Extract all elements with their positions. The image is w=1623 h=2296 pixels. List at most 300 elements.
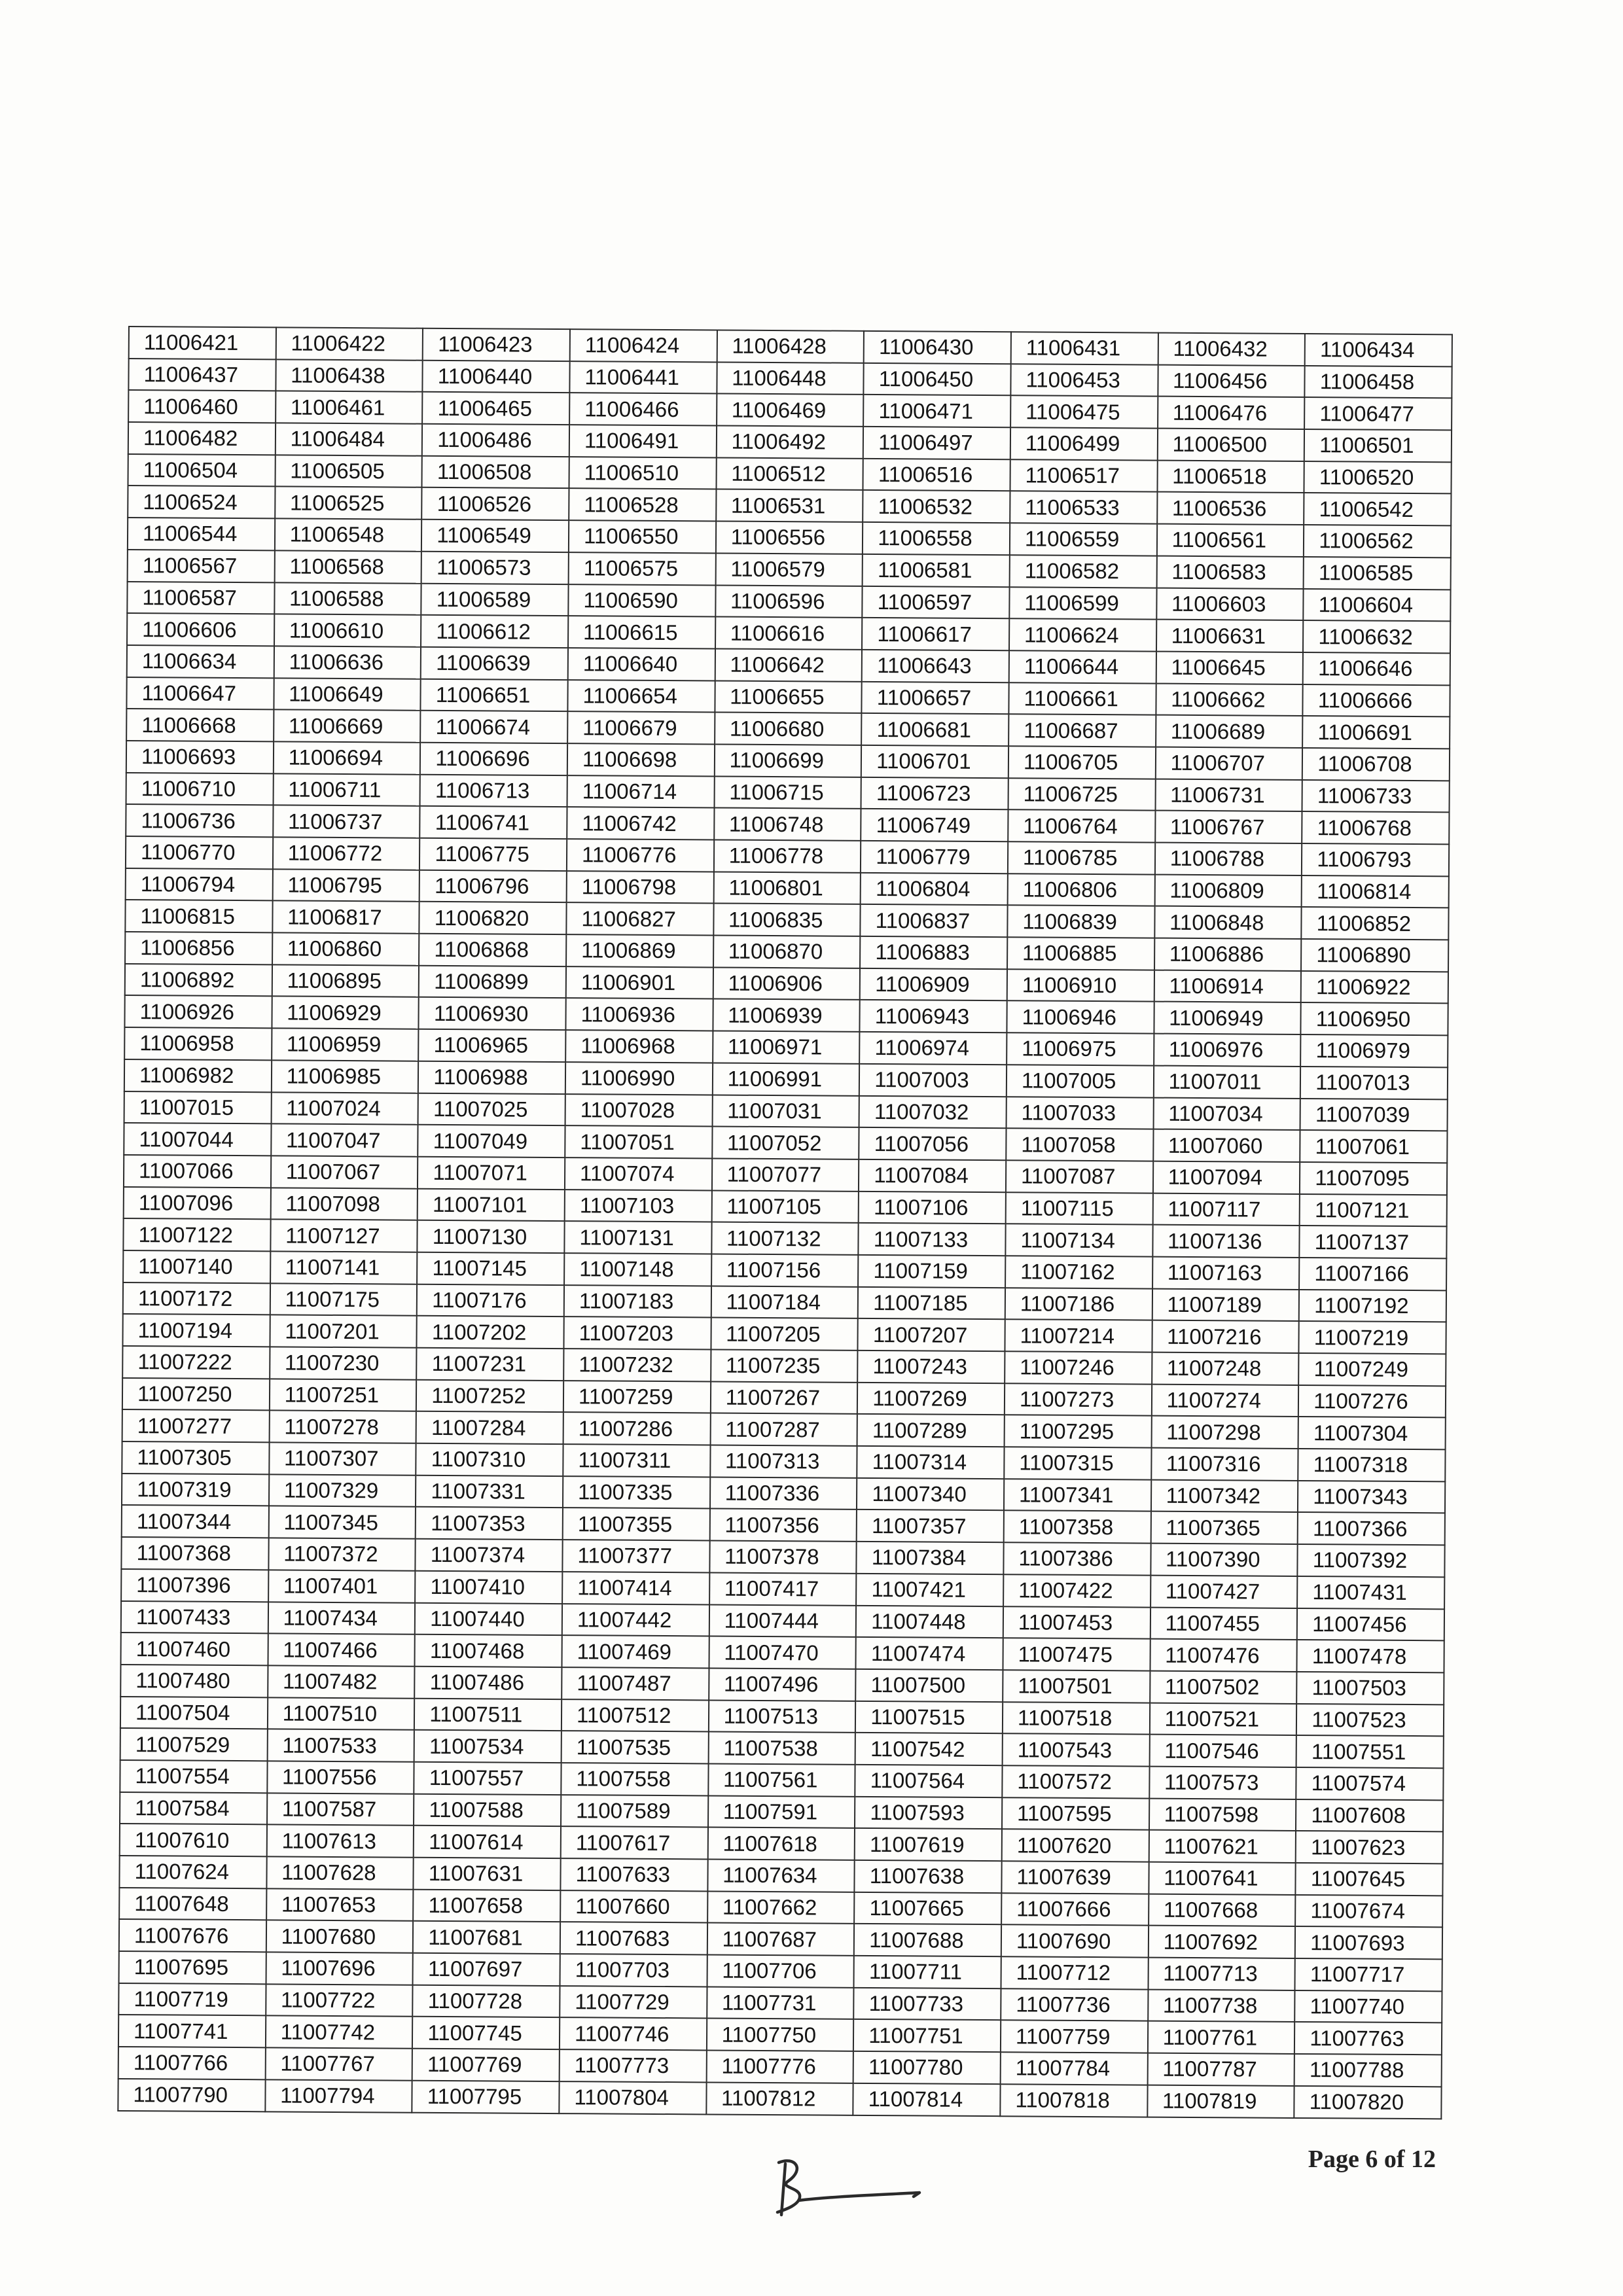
roll-number-cell: 11006767	[1155, 811, 1302, 843]
roll-number-cell: 11006647	[126, 677, 274, 710]
roll-number-cell: 11007034	[1153, 1097, 1300, 1130]
roll-number-cell: 11007618	[707, 1828, 855, 1860]
roll-number-cell: 11007061	[1300, 1130, 1447, 1163]
roll-number-cell: 11006687	[1008, 714, 1156, 747]
roll-number-cell: 11007776	[706, 2051, 853, 2083]
roll-number-cell: 11007546	[1149, 1735, 1296, 1767]
roll-number-cell: 11007056	[859, 1127, 1007, 1160]
roll-number-cell: 11007641	[1149, 1862, 1296, 1895]
roll-number-cell: 11007335	[563, 1476, 710, 1509]
page-number-label: Page 6 of 12	[1308, 2146, 1436, 2173]
roll-number-cell: 11006770	[126, 836, 273, 869]
roll-number-cell: 11007812	[706, 2082, 853, 2115]
roll-number-cell: 11006699	[714, 744, 861, 777]
roll-number-cell: 11007344	[122, 1505, 269, 1538]
roll-number-cell: 11007243	[857, 1351, 1005, 1383]
roll-number-cell: 11006475	[1010, 396, 1158, 429]
roll-number-cell: 11007427	[1150, 1575, 1298, 1608]
roll-number-cell: 11007115	[1006, 1192, 1153, 1225]
roll-number-cell: 11007738	[1148, 1989, 1295, 2022]
roll-number-cell: 11007639	[1001, 1861, 1149, 1894]
roll-number-cell: 11007761	[1147, 2021, 1294, 2054]
roll-number-cell: 11007414	[562, 1572, 709, 1604]
roll-number-cell: 11006976	[1154, 1034, 1301, 1067]
roll-number-cell: 11007690	[1001, 1925, 1149, 1958]
roll-number-cell: 11007634	[707, 1859, 855, 1892]
roll-number-cell: 11007315	[1004, 1447, 1151, 1479]
roll-number-cell: 11007098	[270, 1188, 418, 1220]
roll-number-cell: 11007345	[268, 1506, 416, 1539]
roll-number-cell: 11006544	[128, 518, 275, 550]
roll-number-cell: 11007693	[1295, 1926, 1442, 1959]
roll-number-cell: 11007512	[562, 1699, 709, 1732]
roll-number-cell: 11007496	[709, 1668, 856, 1701]
roll-number-cell: 11006450	[864, 363, 1011, 396]
roll-number-cell: 11007384	[857, 1542, 1004, 1574]
roll-number-cell: 11006646	[1303, 652, 1450, 685]
roll-number-cell: 11006725	[1008, 778, 1155, 811]
roll-number-cell: 11006568	[274, 550, 421, 583]
roll-number-cell: 11007319	[122, 1474, 269, 1506]
roll-number-cell: 11006694	[273, 741, 420, 774]
roll-number-cell: 11006696	[420, 743, 567, 775]
roll-number-cell: 11006968	[565, 1030, 713, 1063]
roll-number-cell: 11006768	[1302, 811, 1449, 844]
roll-number-cell: 11006693	[126, 741, 274, 773]
roll-number-cell: 11007003	[859, 1064, 1007, 1097]
roll-number-cell: 11006959	[272, 1028, 419, 1061]
roll-number-cell: 11007556	[267, 1761, 414, 1793]
roll-number-cell: 11007624	[119, 1856, 266, 1888]
roll-number-cell: 11006939	[713, 999, 860, 1032]
roll-number-cell: 11007205	[711, 1318, 858, 1351]
roll-number-cell: 11006508	[422, 455, 569, 488]
roll-number-cell: 11007039	[1300, 1098, 1448, 1131]
roll-number-cell: 11007515	[855, 1701, 1003, 1733]
roll-number-cell: 11007071	[418, 1157, 565, 1190]
roll-number-cell: 11007246	[1005, 1351, 1152, 1384]
roll-number-cell: 11007476	[1150, 1639, 1297, 1672]
roll-number-cell: 11007305	[122, 1441, 269, 1474]
roll-number-cell: 11007133	[859, 1223, 1006, 1256]
roll-number-cell: 11006438	[276, 359, 423, 392]
roll-number-cell: 11006428	[717, 330, 864, 362]
roll-number-cell: 11007390	[1150, 1544, 1298, 1576]
roll-number-cell: 11007145	[417, 1252, 564, 1285]
roll-number-cell: 11006860	[272, 932, 419, 965]
roll-number-cell: 11007683	[560, 1922, 707, 1954]
roll-number-cell: 11006654	[567, 680, 715, 713]
roll-number-cell: 11007628	[266, 1856, 414, 1889]
roll-number-cell: 11006778	[714, 839, 861, 872]
roll-number-cell: 11007355	[563, 1508, 710, 1541]
roll-number-cell: 11006975	[1007, 1033, 1154, 1065]
roll-number-cell: 11007175	[270, 1283, 417, 1316]
roll-number-cell: 11007121	[1300, 1194, 1447, 1227]
roll-number-cell: 11006848	[1154, 906, 1302, 939]
roll-number-cell: 11007025	[418, 1093, 565, 1125]
signature-mark	[759, 2149, 936, 2221]
roll-number-cell: 11007044	[124, 1123, 271, 1156]
roll-number-cell: 11006796	[419, 870, 567, 902]
roll-number-cell: 11007156	[711, 1254, 859, 1286]
roll-number-cell: 11007529	[120, 1728, 268, 1761]
roll-number-cell: 11007051	[565, 1125, 712, 1158]
roll-number-cell: 11007077	[712, 1158, 859, 1191]
roll-number-cell: 11006764	[1008, 810, 1155, 843]
roll-number-cell: 11007617	[561, 1826, 708, 1859]
roll-number-cell: 11007410	[415, 1571, 562, 1604]
roll-number-cell: 11006775	[419, 838, 567, 871]
roll-number-cell: 11007736	[1001, 1988, 1148, 2021]
roll-number-cell: 11007717	[1295, 1958, 1442, 1991]
roll-number-cell: 11006795	[272, 869, 419, 902]
roll-number-cell: 11006708	[1302, 748, 1450, 781]
roll-number-cell: 11007372	[268, 1538, 416, 1570]
roll-number-cell: 11006585	[1304, 557, 1451, 590]
roll-number-cell: 11007186	[1005, 1288, 1152, 1320]
roll-number-cell: 11006886	[1154, 938, 1302, 971]
roll-number-cell: 11007676	[119, 1919, 266, 1952]
roll-number-cell: 11006649	[274, 678, 421, 711]
roll-number-cell: 11006901	[566, 966, 713, 999]
roll-number-cell: 11007201	[270, 1315, 417, 1348]
roll-number-cell: 11006674	[420, 711, 567, 743]
roll-number-cell: 11006615	[568, 616, 715, 648]
roll-number-cell: 11006651	[421, 679, 568, 711]
roll-number-cell: 11007095	[1300, 1162, 1447, 1195]
roll-number-cell: 11007358	[1004, 1511, 1151, 1544]
roll-number-cell: 11006723	[861, 777, 1008, 809]
roll-number-cell: 11007681	[413, 1921, 560, 1954]
roll-number-cell: 11007259	[563, 1381, 711, 1413]
roll-number-cell: 11007668	[1149, 1894, 1296, 1926]
roll-number-cell: 11006486	[422, 424, 569, 457]
roll-number-cell: 11007745	[412, 2017, 560, 2049]
roll-number-cell: 11007232	[563, 1349, 711, 1381]
roll-number-cell: 11006531	[716, 489, 863, 522]
roll-number-cell: 11007500	[855, 1669, 1003, 1702]
roll-number-cell: 11006922	[1301, 971, 1448, 1004]
roll-number-cell: 11006477	[1304, 397, 1452, 430]
roll-number-cell: 11006742	[567, 807, 714, 839]
roll-number-cell: 11006456	[1158, 364, 1305, 397]
roll-number-cell: 11007444	[709, 1604, 856, 1637]
roll-number-cell: 11006548	[275, 518, 422, 551]
roll-number-cell: 11007060	[1153, 1129, 1300, 1162]
roll-number-cell: 11007356	[709, 1509, 857, 1542]
roll-number-cell: 11007533	[267, 1729, 414, 1762]
roll-number-cell: 11006512	[716, 457, 863, 490]
roll-number-cell: 11007192	[1299, 1290, 1446, 1322]
roll-number-cell: 11006681	[861, 713, 1008, 746]
roll-number-cell: 11007066	[124, 1155, 271, 1188]
roll-number-cell: 11007094	[1153, 1161, 1300, 1193]
roll-number-cell: 11006737	[273, 805, 420, 838]
roll-number-cell: 11006839	[1007, 906, 1154, 938]
roll-number-cell: 11007185	[858, 1286, 1005, 1319]
roll-number-cell: 11006852	[1302, 907, 1449, 940]
roll-number-cell: 11007469	[562, 1635, 709, 1668]
roll-number-cell: 11006639	[421, 647, 568, 680]
roll-number-cell: 11007741	[118, 2015, 266, 2047]
roll-number-cell: 11007712	[1001, 1956, 1148, 1989]
roll-number-cell: 11006979	[1300, 1034, 1448, 1067]
roll-number-cell: 11006597	[863, 586, 1010, 618]
roll-number-cell: 11006817	[272, 901, 419, 934]
roll-number-cell: 11007015	[124, 1091, 272, 1123]
roll-number-cell: 11006772	[273, 837, 420, 870]
roll-number-cell: 11006501	[1304, 429, 1452, 462]
roll-number-cell: 11007295	[1004, 1415, 1151, 1448]
roll-number-cell: 11007274	[1151, 1384, 1298, 1417]
roll-number-cell: 11007687	[707, 1923, 854, 1956]
roll-number-cell: 11007486	[415, 1667, 562, 1699]
roll-number-cell: 11006504	[128, 454, 276, 487]
roll-number-cell: 11006741	[420, 806, 567, 839]
roll-number-cell: 11006679	[567, 711, 715, 744]
roll-number-cell: 11006524	[128, 486, 275, 518]
roll-number-cell: 11006689	[1156, 715, 1303, 748]
roll-number-cell: 11007595	[1002, 1797, 1149, 1830]
roll-number-cell: 11007470	[709, 1636, 856, 1669]
roll-number-cell: 11007084	[859, 1159, 1006, 1192]
roll-number-cell: 11006617	[862, 618, 1009, 650]
roll-number-cell: 11007480	[120, 1665, 268, 1697]
roll-number-cell: 11007251	[270, 1379, 417, 1411]
roll-number-cell: 11007503	[1296, 1672, 1444, 1704]
roll-number-cell: 11007316	[1151, 1448, 1298, 1481]
roll-number-cell: 11007561	[708, 1763, 855, 1796]
roll-number-cell: 11006906	[713, 967, 860, 1000]
roll-number-cell: 11006885	[1007, 937, 1154, 970]
roll-number-cell: 11006423	[423, 328, 570, 361]
roll-number-cell: 11007203	[563, 1316, 711, 1349]
roll-number-cell: 11007314	[857, 1446, 1005, 1479]
roll-number-cell: 11007680	[266, 1920, 413, 1953]
roll-number-cell: 11006562	[1304, 525, 1451, 557]
roll-number-cell: 11006465	[422, 392, 569, 425]
roll-number-cell: 11007614	[414, 1826, 561, 1858]
roll-number-cell: 11007184	[711, 1286, 858, 1318]
roll-number-cell: 11006640	[568, 648, 715, 680]
roll-number-cell: 11006424	[570, 329, 717, 362]
roll-number-cell: 11007719	[118, 1983, 266, 2016]
roll-number-cell: 11007511	[414, 1698, 562, 1731]
roll-number-cell: 11006520	[1304, 461, 1452, 494]
roll-number-cell: 11007137	[1300, 1226, 1447, 1258]
roll-number-cell: 11006636	[274, 646, 421, 679]
roll-number-cell: 11007456	[1297, 1608, 1444, 1640]
roll-number-cell: 11006714	[567, 775, 714, 808]
roll-number-cell: 11006910	[1007, 969, 1154, 1002]
roll-number-cell: 11006806	[1008, 874, 1155, 906]
roll-number-cell: 11006441	[569, 361, 717, 394]
roll-number-cell: 11007417	[709, 1572, 857, 1605]
roll-number-cell: 11007795	[412, 2081, 560, 2113]
roll-number-cell: 11006691	[1302, 716, 1450, 749]
roll-number-cell: 11006550	[569, 520, 716, 553]
roll-number-cell: 11007162	[1005, 1256, 1152, 1288]
roll-number-cell: 11007814	[853, 2083, 1001, 2116]
roll-number-cell: 11007696	[266, 1952, 413, 1985]
roll-number-cell: 11007631	[414, 1858, 561, 1890]
roll-number-cell: 11006421	[129, 327, 276, 359]
roll-number-cell: 11007448	[856, 1605, 1003, 1638]
roll-number-cell: 11006606	[127, 613, 274, 646]
roll-number-cell: 11007504	[120, 1697, 268, 1729]
roll-number-cell: 11007343	[1298, 1481, 1445, 1513]
roll-number-cell: 11006950	[1301, 1002, 1448, 1035]
roll-number-cell: 11007572	[1002, 1765, 1149, 1798]
roll-number-cell: 11007230	[270, 1347, 417, 1379]
roll-number-cell: 11006461	[276, 391, 423, 424]
roll-number-cell: 11006974	[859, 1032, 1007, 1065]
roll-number-cell: 11007468	[415, 1634, 562, 1667]
roll-number-cell: 11007431	[1297, 1576, 1444, 1609]
roll-number-cell: 11007746	[560, 2018, 707, 2051]
roll-number-cell: 11006926	[124, 995, 272, 1028]
roll-number-cell: 11006794	[126, 868, 273, 901]
roll-number-cell: 11007551	[1296, 1735, 1444, 1768]
roll-number-cell: 11006895	[272, 964, 419, 997]
roll-number-cell: 11006982	[124, 1059, 272, 1092]
roll-number-cell: 11006899	[419, 965, 566, 998]
roll-number-cell: 11007763	[1294, 2022, 1442, 2055]
roll-number-cell: 11006440	[423, 360, 570, 393]
roll-number-cell: 11007276	[1298, 1385, 1446, 1418]
roll-number-cell: 11006657	[862, 681, 1009, 714]
roll-number-cell: 11006556	[716, 521, 863, 554]
roll-number-cell: 11006517	[1010, 459, 1157, 492]
roll-number-cell: 11007074	[565, 1157, 712, 1190]
roll-number-cell: 11006715	[714, 776, 861, 809]
roll-number-cell: 11007067	[271, 1156, 418, 1188]
roll-number-cell: 11007623	[1296, 1831, 1443, 1863]
roll-number-cell: 11006779	[861, 841, 1008, 874]
roll-number-cell: 11007558	[561, 1763, 708, 1795]
roll-number-cell: 11006827	[566, 902, 713, 935]
roll-number-cell: 11006985	[272, 1060, 419, 1093]
roll-number-cell: 11007819	[1147, 2085, 1294, 2117]
roll-number-cell: 11007731	[707, 1987, 854, 2019]
roll-number-cell: 11006749	[861, 809, 1008, 841]
roll-number-cell: 11006499	[1010, 427, 1158, 460]
roll-number-cell: 11007130	[418, 1220, 565, 1253]
roll-number-cell: 11007289	[857, 1414, 1005, 1447]
roll-number-cell: 11007307	[269, 1442, 416, 1475]
roll-number-cell: 11007273	[1005, 1383, 1152, 1416]
roll-number-cell: 11007478	[1297, 1640, 1444, 1672]
roll-number-cell: 11007117	[1152, 1193, 1300, 1226]
roll-number-cell: 11007341	[1004, 1479, 1151, 1511]
roll-number-cell: 11007697	[413, 1953, 560, 1986]
roll-number-cell: 11006798	[567, 871, 714, 904]
roll-number-cell: 11006624	[1009, 618, 1156, 651]
roll-number-cell: 11007542	[855, 1733, 1003, 1765]
roll-number-cell: 11007513	[709, 1700, 856, 1733]
roll-number-cell: 11007250	[122, 1378, 270, 1411]
roll-number-cell: 11007278	[269, 1411, 416, 1443]
roll-number-cell: 11007005	[1007, 1065, 1154, 1097]
roll-number-cell: 11007742	[266, 2016, 413, 2049]
roll-number-cell: 11007722	[266, 1984, 413, 2017]
roll-number-cell: 11006820	[419, 902, 567, 934]
roll-number-cell: 11006505	[275, 455, 422, 487]
roll-number-cell: 11006837	[861, 904, 1008, 937]
roll-number-cell: 11007377	[562, 1540, 709, 1572]
roll-number-cell: 11006949	[1154, 1002, 1301, 1034]
roll-number-cell: 11006929	[272, 997, 419, 1029]
roll-number-cell: 11006892	[125, 964, 272, 997]
roll-number-cell: 11007368	[121, 1537, 268, 1570]
roll-number-cell: 11006518	[1157, 460, 1304, 493]
roll-number-cell: 11007235	[711, 1349, 858, 1382]
roll-number-cell: 11007434	[268, 1602, 415, 1634]
roll-number-cell: 11007353	[416, 1507, 563, 1540]
roll-number-cell: 11007538	[708, 1732, 855, 1765]
roll-number-cell: 11007378	[709, 1541, 857, 1574]
roll-number-cell: 11007433	[121, 1600, 268, 1633]
roll-number-cell: 11007216	[1152, 1320, 1299, 1353]
roll-number-cell: 11007574	[1296, 1767, 1444, 1800]
roll-number-cell: 11007474	[856, 1637, 1003, 1670]
roll-number-cell: 11007767	[265, 2047, 412, 2080]
roll-number-cell: 11006604	[1304, 588, 1451, 621]
roll-number-cell: 11006809	[1154, 874, 1302, 907]
roll-number-cell: 11007105	[711, 1190, 859, 1223]
roll-number-cell: 11007759	[1001, 2021, 1148, 2053]
roll-number-cell: 11007619	[855, 1828, 1002, 1861]
roll-number-cell: 11007422	[1003, 1574, 1150, 1607]
roll-number-cell: 11006492	[716, 426, 863, 459]
roll-number-cell: 11007219	[1299, 1321, 1446, 1354]
roll-number-cell: 11006599	[1009, 587, 1156, 620]
roll-number-cell: 11006736	[126, 804, 273, 837]
roll-number-cell: 11007658	[413, 1889, 560, 1922]
roll-number-cell: 11007645	[1296, 1863, 1443, 1896]
roll-number-cell: 11007207	[858, 1318, 1005, 1351]
roll-number-cell: 11007011	[1153, 1065, 1300, 1098]
roll-number-cell: 11006914	[1154, 970, 1301, 1002]
roll-number-cell: 11007534	[414, 1730, 562, 1763]
roll-number-cell: 11007706	[707, 1955, 854, 1988]
roll-number-cell: 11006590	[568, 584, 715, 617]
roll-number-cell: 11007127	[270, 1220, 418, 1252]
roll-number-cell: 11007013	[1300, 1067, 1448, 1099]
roll-number-cell: 11006432	[1158, 333, 1305, 366]
roll-number-cell: 11007554	[120, 1760, 267, 1793]
roll-number-cell: 11006713	[420, 774, 567, 807]
roll-number-cell: 11007122	[123, 1218, 270, 1251]
roll-number-cell: 11006645	[1156, 651, 1303, 684]
roll-number-cell: 11006814	[1302, 875, 1449, 908]
roll-number-cell: 11006869	[566, 934, 713, 967]
roll-number-cell: 11007401	[268, 1570, 416, 1602]
roll-number-cell: 11007194	[122, 1314, 270, 1347]
roll-number-cell: 11007584	[120, 1792, 267, 1825]
roll-number-cell: 11006561	[1156, 524, 1304, 557]
roll-number-cell: 11007728	[413, 1985, 560, 2017]
roll-number-cell: 11007769	[412, 2049, 560, 2081]
roll-number-cell: 11006542	[1304, 493, 1451, 525]
roll-number-cell: 11006434	[1305, 334, 1452, 366]
roll-number-cell: 11006705	[1008, 746, 1156, 779]
roll-number-cell: 11006943	[860, 1000, 1007, 1033]
roll-number-cell: 11007134	[1005, 1224, 1152, 1256]
roll-number-cell: 11006731	[1155, 779, 1302, 811]
roll-number-cell: 11006466	[569, 393, 717, 425]
